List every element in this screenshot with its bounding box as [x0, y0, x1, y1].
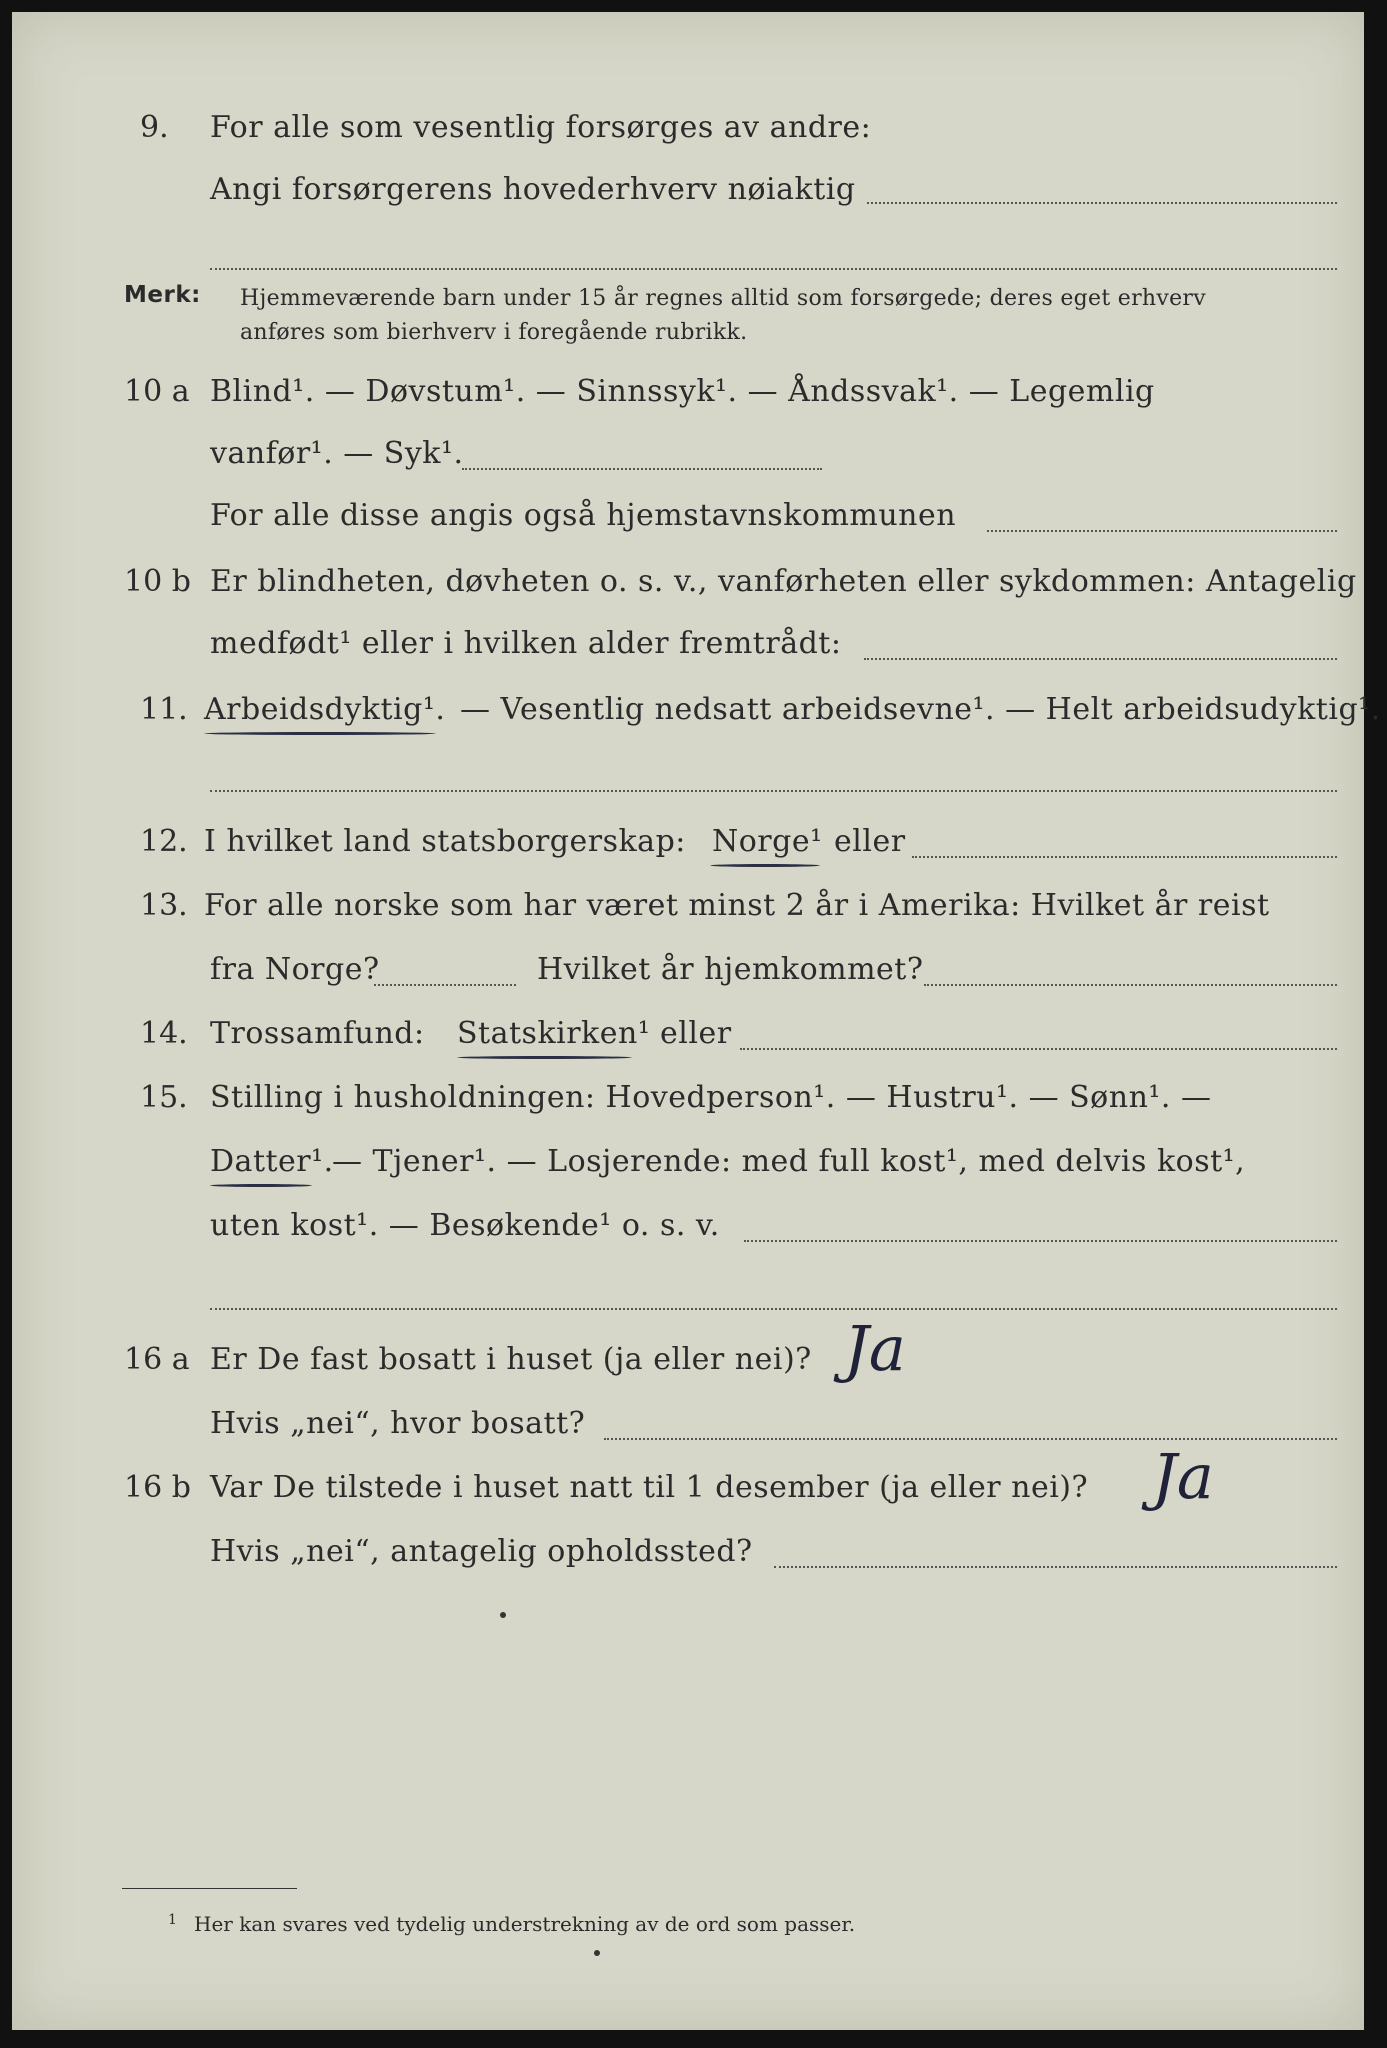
item-11-number: 11. — [140, 692, 188, 727]
census-form-page — [12, 12, 1381, 2030]
item-16a-answer-line — [604, 1438, 1337, 1440]
item-14-post: eller — [660, 1016, 732, 1051]
footnote-rule — [122, 1888, 297, 1889]
item-14-number: 14. — [140, 1016, 188, 1051]
item-15-line-2: — Tjener¹. — Losjerende: med full kost¹, med delvis kost¹, — [332, 1144, 1246, 1179]
item-11-rest: — Vesentlig nedsatt arbeidsevne¹. — Helt arbeidsudyktig¹. — [460, 692, 1381, 727]
item-16b-number: 16 b — [124, 1470, 191, 1505]
item-12-pre: I hvilket land statsborgerskap: — [204, 824, 686, 859]
item-9-line-1: For alle som vesentlig forsørges av andre: — [210, 110, 872, 145]
item-14-underline — [457, 1056, 632, 1059]
footnote-mark: 1 — [168, 1912, 177, 1928]
item-12-post: eller — [834, 824, 906, 859]
item-15-line-1: Stilling i husholdningen: Hovedperson¹. — Hustru¹. — Sønn¹. — — [210, 1080, 1212, 1115]
item-13-line-1: For alle norske som har været minst 2 år i Amerika: Hvilket år reist — [204, 888, 1270, 923]
item-10a-answer-line — [462, 468, 822, 470]
item-12-underline — [710, 864, 820, 867]
item-16b-answer-line — [774, 1566, 1337, 1568]
footer-dot — [594, 1950, 600, 1956]
item-15-underline — [210, 1184, 312, 1187]
item-11-option-arbeidsdyktig: Arbeidsdyktig¹. — [204, 692, 446, 727]
item-13-answer-line-2 — [924, 984, 1337, 986]
merk-label: Merk: — [124, 282, 201, 308]
item-16a-handwritten-answer: Ja — [844, 1312, 906, 1385]
item-15-line-3: uten kost¹. — Besøkende¹ o. s. v. — [210, 1208, 720, 1243]
item-13-part-2: Hvilket år hjemkommet? — [537, 952, 924, 987]
item-12-number: 12. — [140, 824, 188, 859]
footnote-text: Her kan svares ved tydelig understrekning av de ord som passer. — [194, 1912, 856, 1936]
item-13-number: 13. — [140, 888, 188, 923]
item-9-number: 9. — [140, 110, 169, 145]
item-10b-number: 10 b — [124, 564, 191, 599]
item-14-answer-line — [740, 1048, 1337, 1050]
item-16b-line-1: Var De tilstede i huset natt til 1 desember (ja eller nei)? — [210, 1470, 1089, 1505]
merk-line-1: Hjemmeværende barn under 15 år regnes alltid som forsørgede; deres eget erhverv — [240, 286, 1206, 311]
item-16a-line-1: Er De fast bosatt i huset (ja eller nei)? — [210, 1342, 812, 1377]
item-13-part-1: fra Norge? — [210, 952, 380, 987]
item-12-answer-line — [912, 856, 1337, 858]
item-11-answer-line — [210, 790, 1337, 792]
item-9-answer-line-2 — [210, 268, 1337, 270]
merk-line-2: anføres som bierhverv i foregående rubrikk. — [240, 320, 748, 345]
item-14-pre: Trossamfund: — [210, 1016, 425, 1051]
item-10a-number: 10 a — [124, 374, 190, 409]
item-15-answer-line — [744, 1240, 1337, 1242]
item-14-option-statskirken: Statskirken¹ — [457, 1016, 651, 1051]
item-10b-answer-line — [864, 658, 1337, 660]
item-16b-line-2: Hvis „nei“, antagelig opholdssted? — [210, 1534, 753, 1569]
item-16b-handwritten-answer: Ja — [1152, 1440, 1214, 1513]
item-15-answer-line-2 — [210, 1308, 1337, 1310]
item-16a-number: 16 a — [124, 1342, 190, 1377]
item-12-option-norge: Norge¹ — [712, 824, 823, 859]
item-9-line-2: Angi forsørgerens hovederhverv nøiaktig — [210, 172, 856, 207]
item-9-answer-line — [867, 202, 1337, 204]
item-10a-answer-line-2 — [987, 530, 1337, 532]
ink-dot — [500, 1612, 506, 1618]
item-15-option-datter: Datter¹. — [210, 1144, 334, 1179]
item-10b-line-1: Er blindheten, døvheten o. s. v., vanførheten eller sykdommen: Antagelig — [210, 564, 1357, 599]
item-13-answer-line-1 — [374, 984, 516, 986]
item-15-number: 15. — [140, 1080, 188, 1115]
item-16a-line-2: Hvis „nei“, hvor bosatt? — [210, 1406, 586, 1441]
item-10a-line-2: vanfør¹. — Syk¹. — [210, 436, 464, 471]
item-11-underline — [204, 732, 436, 735]
item-10a-line-3: For alle disse angis også hjemstavnskommunen — [210, 498, 957, 533]
item-10b-line-2: medfødt¹ eller i hvilken alder fremtrådt: — [210, 626, 842, 661]
item-10a-line-1: Blind¹. — Døvstum¹. — Sinnssyk¹. — Åndssvak¹. — Legemlig — [210, 374, 1155, 409]
